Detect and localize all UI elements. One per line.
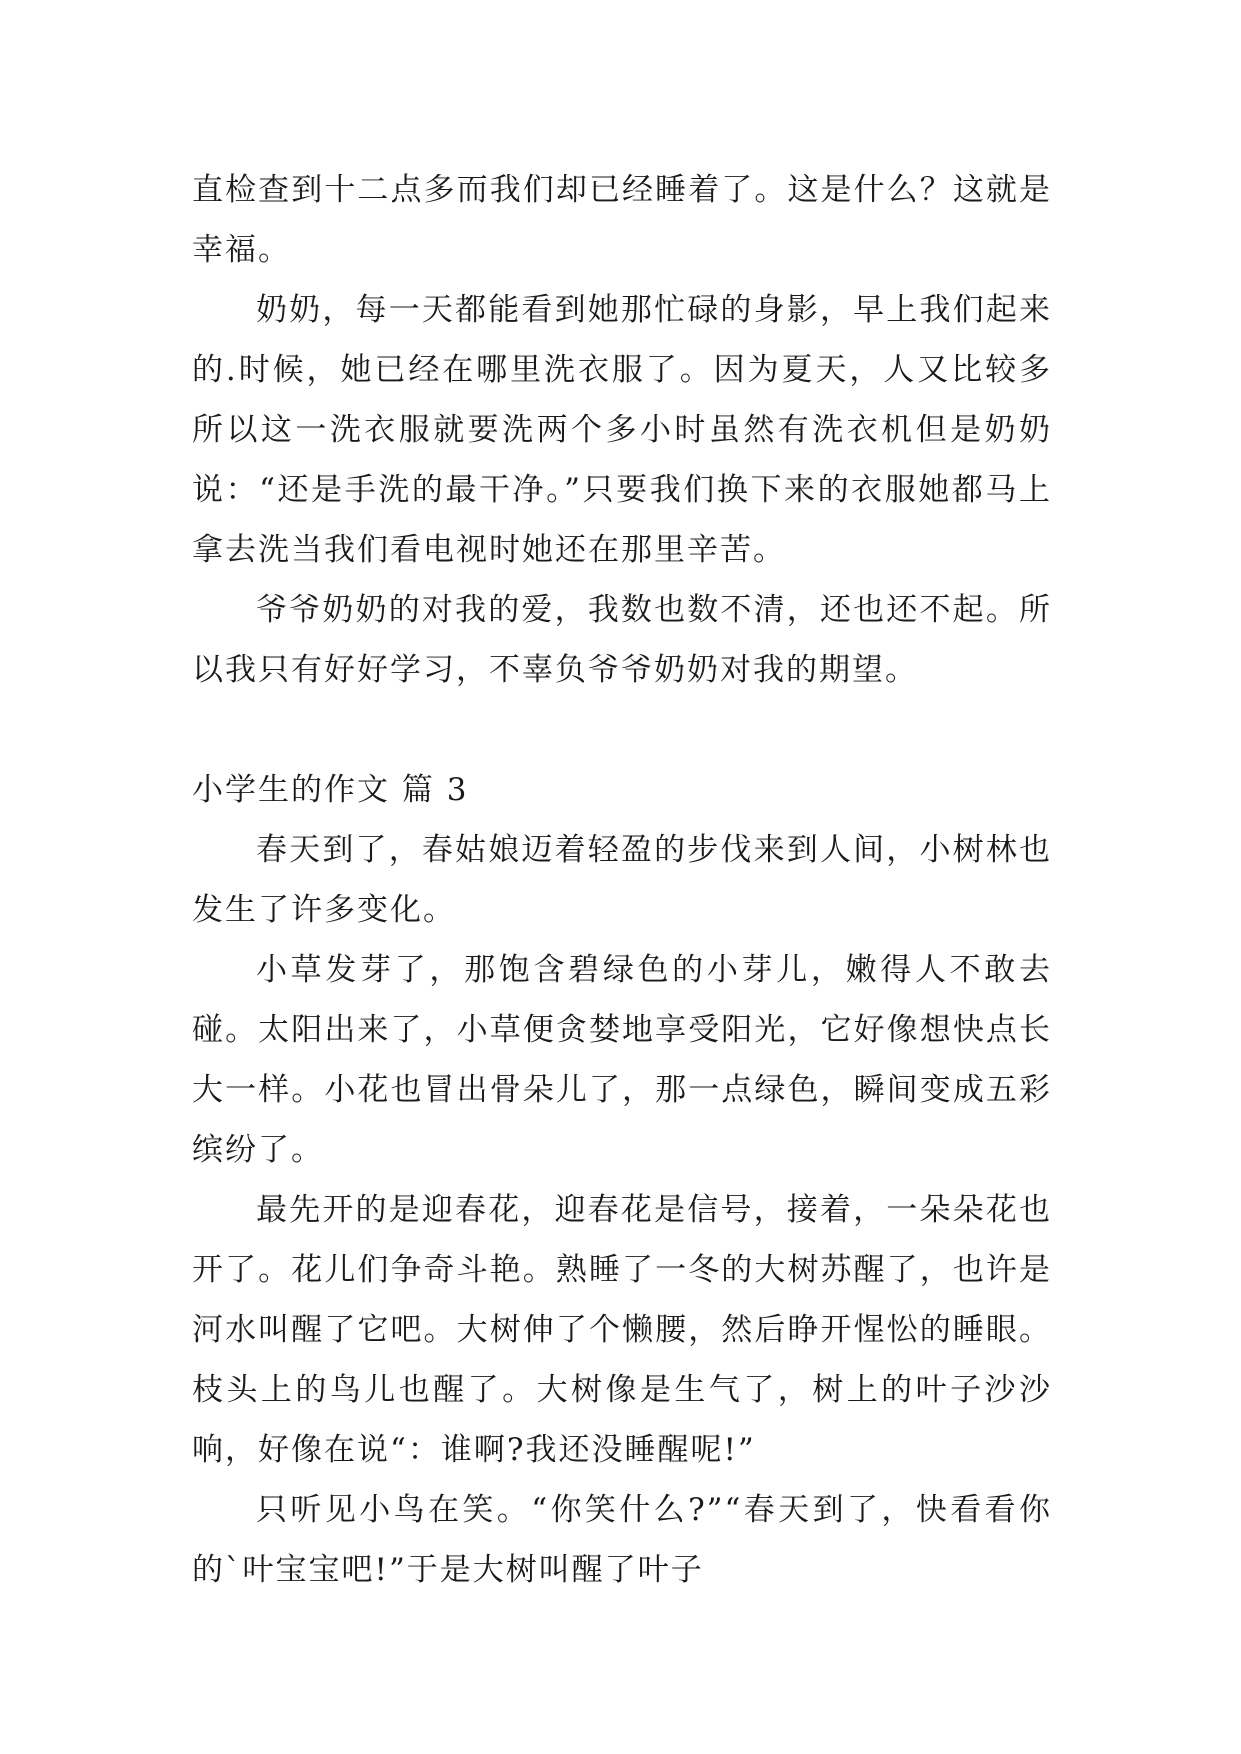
section-title: 小学生的作文 篇 3 [192,772,469,808]
paragraph: 只听见小鸟在笑。“你笑什么?”“春天到了，快看看你的`叶宝宝吧!”于是大树叫醒了叶子 [192,1492,1052,1588]
paragraph: 爷爷奶奶的对我的爱，我数也数不清，还也还不起。所以我只有好好学习，不辜负爷爷奶奶对我的期望。 [192,592,1052,688]
paragraph: 直检查到十二点多而我们却已经睡着了。这是什么？这就是幸福。 [192,172,1052,268]
paragraph: 小草发芽了，那饱含碧绿色的小芽儿，嫩得人不敢去碰。太阳出来了，小草便贪婪地享受阳光，它好像想快点长大一样。小花也冒出骨朵儿了，那一点绿色，瞬间变成五彩缤纷了。 [192,952,1052,1168]
document-body [192,160,1052,1600]
paragraph: 奶奶，每一天都能看到她那忙碌的身影，早上我们起来的.时候，她已经在哪里洗衣服了。因为夏天，人又比较多所以这一洗衣服就要洗两个多小时虽然有洗衣机但是奶奶说：“还是手洗的最干净。”只要我们换下来的衣服她都马上拿去洗当我们看电视时她还在那里辛苦。 [192,292,1052,568]
paragraph: 最先开的是迎春花，迎春花是信号，接着，一朵朵花也开了。花儿们争奇斗艳。熟睡了一冬的大树苏醒了，也许是河水叫醒了它吧。大树伸了个懒腰，然后睁开惺忪的睡眼。枝头上的鸟儿也醒了。大树像是生气了，树上的叶子沙沙响，好像在说“：谁啊?我还没睡醒呢!” [192,1192,1052,1468]
paragraph: 春天到了，春姑娘迈着轻盈的步伐来到人间，小树林也发生了许多变化。 [192,832,1052,928]
